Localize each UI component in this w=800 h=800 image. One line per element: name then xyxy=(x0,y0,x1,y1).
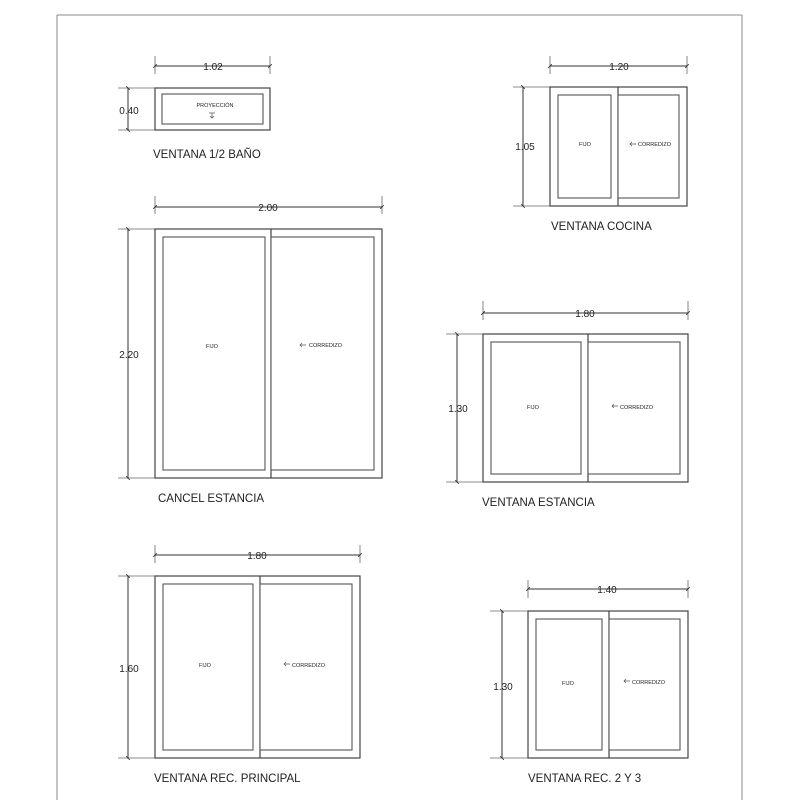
height-dimension-label: 1.30 xyxy=(448,404,468,415)
window-ventana-cocina xyxy=(513,56,687,233)
pane-label-fijo: FIJO xyxy=(527,405,539,411)
pane-label-proyeccion: PROYECCIÓN xyxy=(196,103,234,109)
window-ventana-rec-2-y-3 xyxy=(490,580,688,785)
window-title: VENTANA 1/2 BAÑO xyxy=(153,149,261,161)
window-ventana-medio-bano xyxy=(118,56,270,161)
pane-label-fijo: FIJO xyxy=(579,142,591,148)
pane-label-corredizo: CORREDIZO xyxy=(632,680,665,686)
height-dimension-label: 1.60 xyxy=(119,664,139,675)
pane-proyeccion xyxy=(162,94,263,124)
pane-label-corredizo: CORREDIZO xyxy=(638,142,671,148)
width-dimension-label: 1.80 xyxy=(575,309,595,320)
pane-label-corredizo: CORREDIZO xyxy=(309,343,342,349)
height-dimension-label: 1.30 xyxy=(493,682,513,693)
width-dimension-label: 1.80 xyxy=(247,551,267,562)
width-dimension-label: 1.02 xyxy=(203,62,223,73)
window-title: VENTANA COCINA xyxy=(551,221,652,233)
pane-label-fijo: FIJO xyxy=(206,344,218,350)
window-ventana-rec-principal xyxy=(118,545,360,785)
window-title: VENTANA REC. PRINCIPAL xyxy=(154,773,301,785)
height-dimension-label: 2.20 xyxy=(119,350,139,361)
width-dimension-label: 1.40 xyxy=(597,585,617,596)
pane-label-corredizo: CORREDIZO xyxy=(620,405,653,411)
width-dimension-label: 2.00 xyxy=(258,203,278,214)
pane-fijo xyxy=(163,237,265,470)
width-dimension-label: 1.20 xyxy=(609,62,629,73)
window-title: CANCEL ESTANCIA xyxy=(158,493,265,505)
pane-label-fijo: FIJO xyxy=(562,681,574,687)
window-title: VENTANA REC. 2 Y 3 xyxy=(528,773,642,785)
pane-label-corredizo: CORREDIZO xyxy=(292,663,325,669)
window-ventana-estancia xyxy=(446,301,688,509)
window-cancel-estancia xyxy=(118,196,382,505)
pane-label-fijo: FIJO xyxy=(199,663,211,669)
pane-corredizo xyxy=(271,237,374,470)
height-dimension-label: 1.05 xyxy=(515,142,535,153)
window-title: VENTANA ESTANCIA xyxy=(482,497,595,509)
height-dimension-label: 0.40 xyxy=(119,106,139,117)
